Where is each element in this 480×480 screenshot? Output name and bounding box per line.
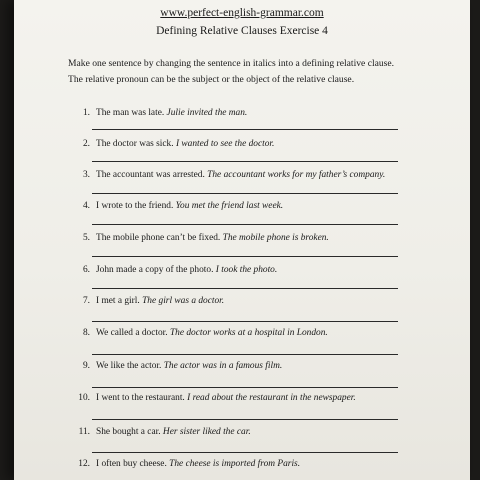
answer-line xyxy=(92,321,398,322)
question-number: 5. xyxy=(82,233,90,243)
question-list xyxy=(14,0,470,480)
question-number: 7. xyxy=(82,296,90,306)
question-sentence: I went to the restaurant. xyxy=(96,393,185,403)
question-italic-sentence: The mobile phone is broken. xyxy=(222,233,329,243)
question-item xyxy=(76,361,396,371)
question-italic-sentence: Her sister liked the car. xyxy=(162,427,251,437)
instruction-line-2: The relative pronoun can be the subject or the object of the relative clause. xyxy=(68,74,355,85)
question-item xyxy=(76,328,396,338)
answer-line xyxy=(92,354,398,355)
question-item xyxy=(76,459,396,469)
answer-line xyxy=(92,452,398,453)
answer-line xyxy=(92,288,398,289)
question-number: 9. xyxy=(82,361,90,371)
answer-line xyxy=(92,129,398,130)
question-item xyxy=(76,170,396,180)
instruction-line-1: Make one sentence by changing the sentence in italics into a defining relative clause. xyxy=(68,58,395,69)
question-italic-sentence: The doctor works at a hospital in London. xyxy=(169,328,328,338)
question-item xyxy=(76,201,396,211)
question-italic-sentence: The girl was a doctor. xyxy=(142,296,225,306)
question-number: 8. xyxy=(82,328,90,338)
answer-line xyxy=(92,193,398,194)
question-italic-sentence: Julie invited the man. xyxy=(166,108,248,118)
question-sentence: I often buy cheese. xyxy=(96,459,167,469)
question-item xyxy=(76,139,396,149)
question-sentence: I wrote to the friend. xyxy=(96,201,174,211)
question-italic-sentence: You met the friend last week. xyxy=(175,201,284,211)
site-url: www.perfect-english-grammar.com xyxy=(160,7,324,19)
question-number: 4. xyxy=(82,201,90,211)
question-sentence: The mobile phone can’t be fixed. xyxy=(96,233,221,243)
worksheet-page xyxy=(14,0,470,480)
answer-line xyxy=(92,161,398,162)
question-item xyxy=(76,108,396,118)
question-sentence: She bought a car. xyxy=(96,427,161,437)
question-number: 3. xyxy=(82,170,90,180)
question-item xyxy=(76,233,396,243)
question-italic-sentence: The cheese is imported from Paris. xyxy=(169,459,301,469)
answer-line xyxy=(92,256,398,257)
question-number: 10. xyxy=(78,393,90,403)
question-sentence: John made a copy of the photo. xyxy=(96,265,214,275)
question-number: 11. xyxy=(78,427,90,437)
question-item xyxy=(76,265,396,275)
question-item xyxy=(76,393,396,403)
question-number: 6. xyxy=(82,265,90,275)
worksheet-title: Defining Relative Clauses Exercise 4 xyxy=(156,25,328,37)
question-italic-sentence: I read about the restaurant in the newspaper. xyxy=(187,393,356,403)
question-number: 1. xyxy=(82,108,90,118)
question-sentence: The accountant was arrested. xyxy=(96,170,205,180)
question-sentence: We like the actor. xyxy=(96,361,162,371)
question-item xyxy=(76,427,396,437)
question-sentence: We called a doctor. xyxy=(96,328,168,338)
question-italic-sentence: I took the photo. xyxy=(215,265,278,275)
answer-line xyxy=(92,224,398,225)
question-sentence: The doctor was sick. xyxy=(96,139,174,149)
question-italic-sentence: The actor was in a famous film. xyxy=(163,361,283,371)
question-item xyxy=(76,296,396,306)
answer-line xyxy=(92,419,398,420)
question-number: 12. xyxy=(78,459,90,469)
answer-line xyxy=(92,387,398,388)
question-italic-sentence: The accountant works for my father’s company. xyxy=(207,170,386,180)
question-sentence: I met a girl. xyxy=(96,296,140,306)
question-number: 2. xyxy=(82,139,90,149)
question-sentence: The man was late. xyxy=(96,108,165,118)
question-italic-sentence: I wanted to see the doctor. xyxy=(175,139,275,149)
